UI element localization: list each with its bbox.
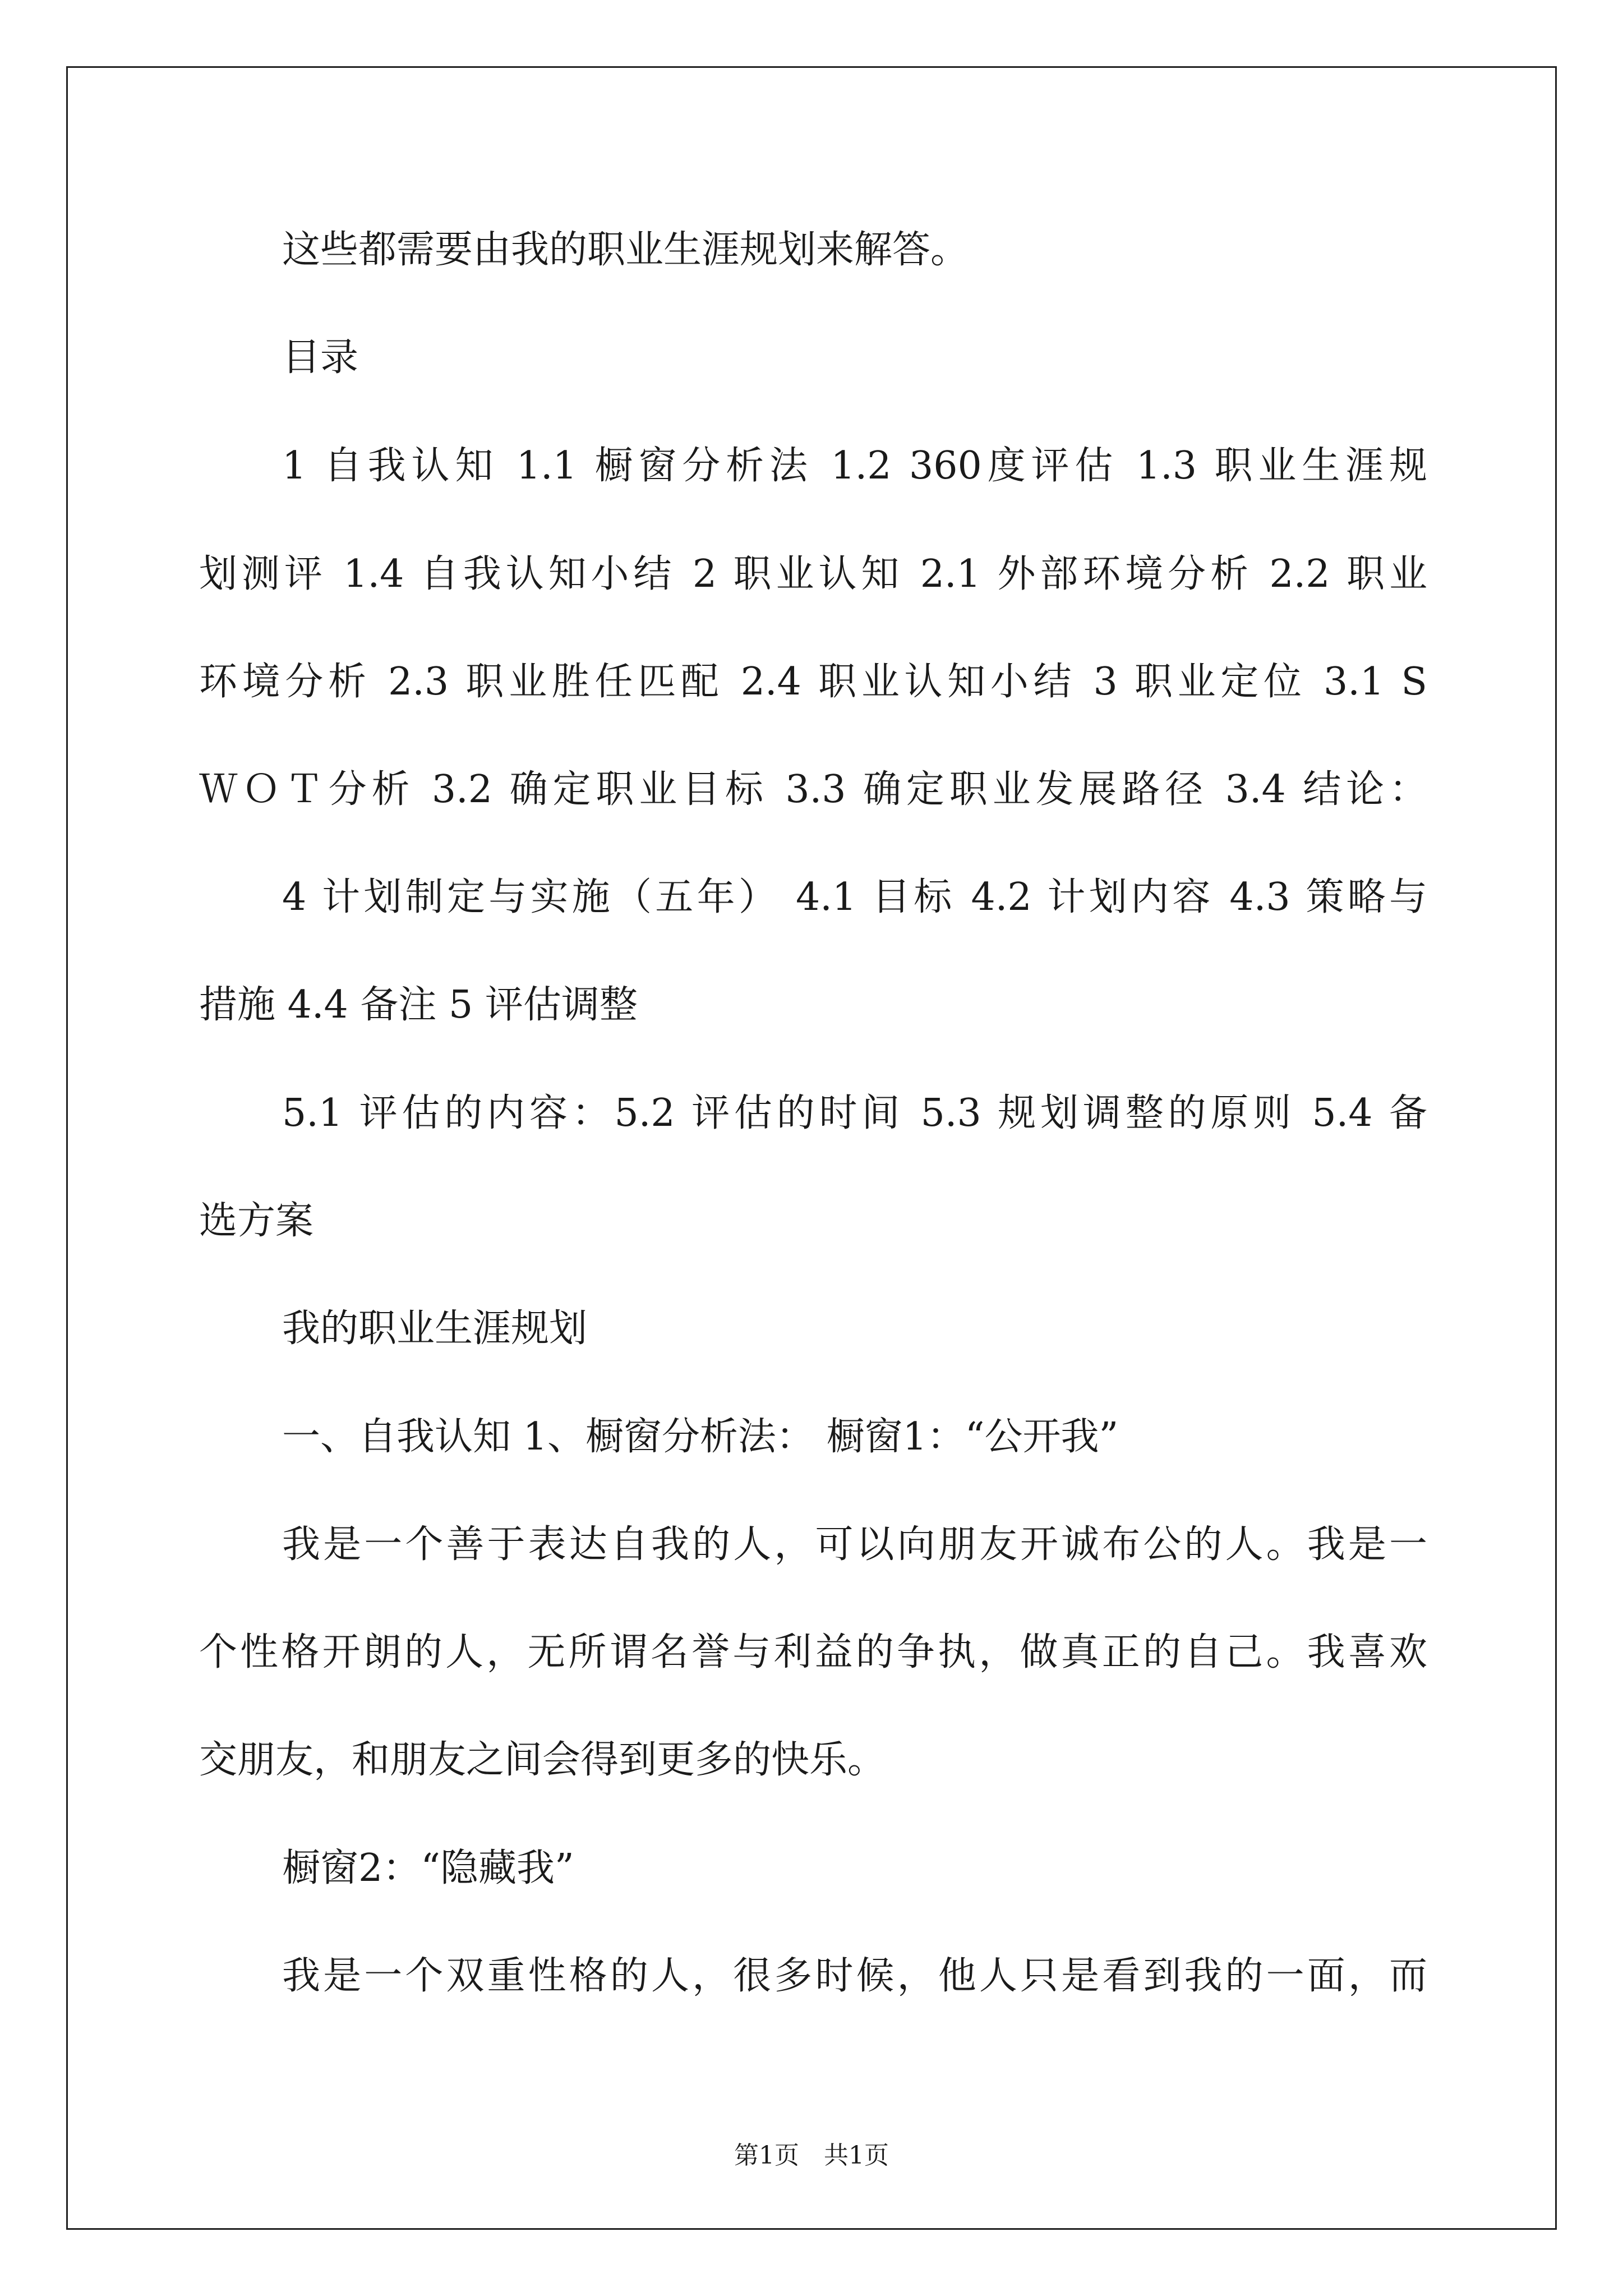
toc-line: 划测评 1.4 自我认知小结 2 职业认知 2.1 外部环境分析 2.2 职业 bbox=[199, 552, 1427, 596]
page-border bbox=[66, 66, 1557, 2230]
paragraph-line: 我是一个双重性格的人，很多时候，他人只是看到我的一面，而 bbox=[282, 1954, 1427, 1998]
toc-line: 1 自我认知 1.1 橱窗分析法 1.2 360度评估 1.3 职业生涯规 bbox=[282, 444, 1427, 488]
toc-line: 选方案 bbox=[199, 1199, 314, 1243]
section-heading: 一、自我认知 1、橱窗分析法： 橱窗1：“公开我” bbox=[282, 1415, 1119, 1459]
toc-line: 4 计划制定与实施（五年） 4.1 目标 4.2 计划内容 4.3 策略与 bbox=[282, 875, 1427, 919]
section-title: 我的职业生涯规划 bbox=[282, 1306, 588, 1351]
toc-line: 5.1 评估的内容：5.2 评估的时间 5.3 规划调整的原则 5.4 备 bbox=[282, 1091, 1427, 1135]
toc-line: 环境分析 2.3 职业胜任匹配 2.4 职业认知小结 3 职业定位 3.1 S bbox=[199, 660, 1427, 704]
paragraph-line: 我是一个善于表达自我的人，可以向朋友开诚布公的人。我是一 bbox=[282, 1522, 1427, 1567]
toc-line: ＷＯＴ分析 3.2 确定职业目标 3.3 确定职业发展路径 3.4 结论： bbox=[199, 767, 1427, 812]
paragraph-line: 个性格开朗的人，无所谓名誉与利益的争执，做真正的自己。我喜欢 bbox=[199, 1630, 1427, 1674]
toc-line: 措施 4.4 备注 5 评估调整 bbox=[199, 983, 638, 1027]
paragraph-line: 交朋友，和朋友之间会得到更多的快乐。 bbox=[199, 1738, 886, 1782]
subsection-heading: 橱窗2：“隐藏我” bbox=[282, 1846, 574, 1890]
page-footer: 第1页 共1页 bbox=[734, 2141, 889, 2170]
toc-heading: 目录 bbox=[282, 335, 359, 380]
paragraph-intro: 这些都需要由我的职业生涯规划来解答。 bbox=[282, 228, 969, 272]
